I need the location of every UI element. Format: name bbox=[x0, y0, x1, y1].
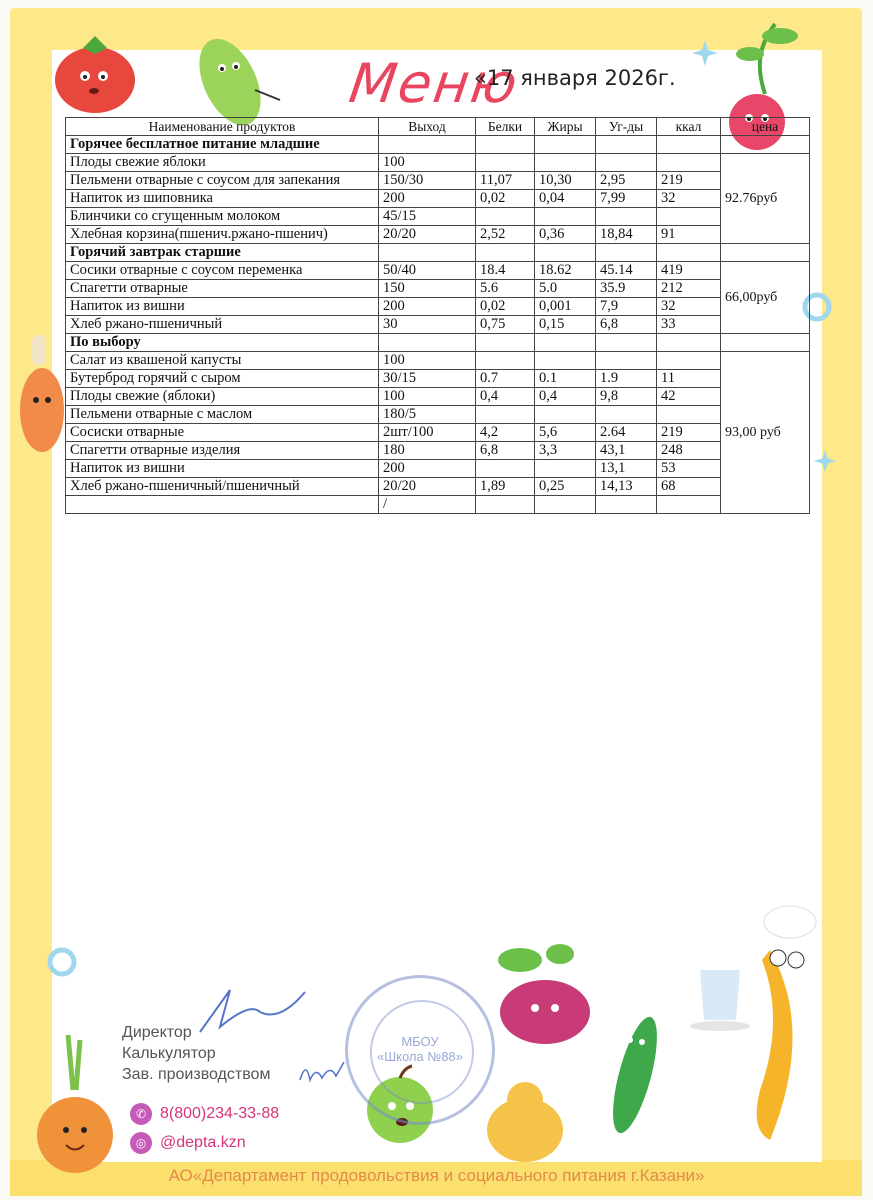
cell-name: Плоды свежие (яблоки) bbox=[66, 388, 379, 406]
menu-table-body bbox=[66, 136, 810, 514]
cell-carbs bbox=[596, 154, 657, 172]
table-row bbox=[66, 442, 810, 460]
cell-carbs: 43,1 bbox=[596, 442, 657, 460]
school-stamp bbox=[345, 975, 495, 1125]
cell-fats: 0,4 bbox=[535, 388, 596, 406]
cell-kcal: 212 bbox=[657, 280, 721, 298]
empty-cell bbox=[596, 136, 657, 154]
empty-cell bbox=[657, 136, 721, 154]
price-cell: 66,00руб bbox=[721, 262, 810, 334]
price-cell: 92.76руб bbox=[721, 154, 810, 244]
cell-kcal: 68 bbox=[657, 478, 721, 496]
cell-fats: 5.0 bbox=[535, 280, 596, 298]
table-row bbox=[66, 496, 810, 514]
cell-kcal bbox=[657, 352, 721, 370]
cell-carbs: 1.9 bbox=[596, 370, 657, 388]
cell-kcal: 219 bbox=[657, 424, 721, 442]
column-header-kcal: ккал bbox=[657, 118, 721, 136]
empty-cell bbox=[596, 334, 657, 352]
sparkle-icon bbox=[812, 448, 838, 474]
empty-cell bbox=[657, 334, 721, 352]
cell-carbs: 9,8 bbox=[596, 388, 657, 406]
cell-carbs: 13,1 bbox=[596, 460, 657, 478]
cell-proteins: 1,89 bbox=[476, 478, 535, 496]
empty-cell bbox=[476, 136, 535, 154]
cell-carbs: 2.64 bbox=[596, 424, 657, 442]
banana-chef-mascot-icon bbox=[690, 890, 840, 1160]
cell-proteins: 2,52 bbox=[476, 226, 535, 244]
column-header-output: Выход bbox=[379, 118, 476, 136]
onion-mascot-icon bbox=[28, 1030, 123, 1180]
pear-mascot-icon bbox=[480, 1070, 570, 1165]
cell-output: 200 bbox=[379, 460, 476, 478]
cell-kcal: 248 bbox=[657, 442, 721, 460]
empty-cell bbox=[379, 136, 476, 154]
stamp-line-1: МБОУ bbox=[401, 1034, 439, 1049]
cell-kcal: 219 bbox=[657, 172, 721, 190]
ring-icon bbox=[45, 945, 79, 979]
cell-fats bbox=[535, 406, 596, 424]
empty-cell bbox=[379, 244, 476, 262]
cell-proteins: 11,07 bbox=[476, 172, 535, 190]
cell-fats bbox=[535, 352, 596, 370]
cucumber-mascot-icon bbox=[180, 30, 290, 130]
cell-fats: 18.62 bbox=[535, 262, 596, 280]
cell-output: 100 bbox=[379, 388, 476, 406]
table-row bbox=[66, 460, 810, 478]
cell-kcal: 32 bbox=[657, 298, 721, 316]
cell-name: Бутерброд горячий с сыром bbox=[66, 370, 379, 388]
cell-name: Напиток из вишни bbox=[66, 298, 379, 316]
table-row bbox=[66, 262, 810, 280]
cell-fats bbox=[535, 208, 596, 226]
cell-name: Хлеб ржано-пшеничный/пшеничный bbox=[66, 478, 379, 496]
cell-proteins bbox=[476, 352, 535, 370]
cell-kcal: 42 bbox=[657, 388, 721, 406]
cell-carbs: 14,13 bbox=[596, 478, 657, 496]
cell-carbs: 45.14 bbox=[596, 262, 657, 280]
cell-output: 200 bbox=[379, 190, 476, 208]
cell-carbs bbox=[596, 352, 657, 370]
pea-pod-mascot-icon bbox=[600, 1000, 670, 1150]
cell-fats bbox=[535, 460, 596, 478]
cell-fats bbox=[535, 154, 596, 172]
cell-carbs: 6,8 bbox=[596, 316, 657, 334]
section-title: Горячее бесплатное питание младшие bbox=[66, 136, 379, 154]
cell-name: Пельмени отварные с маслом bbox=[66, 406, 379, 424]
menu-title: Меню bbox=[345, 52, 524, 115]
cell-proteins bbox=[476, 154, 535, 172]
empty-cell bbox=[721, 136, 810, 154]
instagram-contact bbox=[130, 1132, 246, 1154]
cell-kcal: 419 bbox=[657, 262, 721, 280]
sparkle-icon bbox=[690, 38, 720, 68]
cell-name: Напиток из шиповника bbox=[66, 190, 379, 208]
empty-cell bbox=[379, 334, 476, 352]
cell-proteins: 0.7 bbox=[476, 370, 535, 388]
cell-kcal bbox=[657, 208, 721, 226]
empty-cell bbox=[535, 334, 596, 352]
phone-contact bbox=[130, 1103, 279, 1125]
production-manager-label: Зав. производством bbox=[122, 1066, 271, 1083]
beet-mascot-icon bbox=[480, 940, 610, 1060]
cell-fats: 10,30 bbox=[535, 172, 596, 190]
cell-kcal bbox=[657, 406, 721, 424]
cell-name: Хлеб ржано-пшеничный bbox=[66, 316, 379, 334]
cell-proteins: 6,8 bbox=[476, 442, 535, 460]
cell-name: Сосиски отварные bbox=[66, 424, 379, 442]
table-header-row bbox=[66, 118, 810, 136]
menu-table bbox=[65, 117, 810, 514]
cell-fats: 5,6 bbox=[535, 424, 596, 442]
table-row bbox=[66, 388, 810, 406]
table-row bbox=[66, 316, 810, 334]
table-row bbox=[66, 172, 810, 190]
cell-name: Напиток из вишни bbox=[66, 460, 379, 478]
cell-proteins: 0,02 bbox=[476, 298, 535, 316]
table-row bbox=[66, 370, 810, 388]
cell-output: 150/30 bbox=[379, 172, 476, 190]
cell-fats: 0.1 bbox=[535, 370, 596, 388]
cell-fats: 0,25 bbox=[535, 478, 596, 496]
menu-date: «17 января 2026г. bbox=[474, 66, 676, 90]
cell-output: 50/40 bbox=[379, 262, 476, 280]
table-row bbox=[66, 154, 810, 172]
cell-name: Пельмени отварные с соусом для запекания bbox=[66, 172, 379, 190]
cell-fats: 0,36 bbox=[535, 226, 596, 244]
empty-cell bbox=[476, 334, 535, 352]
column-header-fats: Жиры bbox=[535, 118, 596, 136]
cell-fats: 0,04 bbox=[535, 190, 596, 208]
cell-proteins: 4,2 bbox=[476, 424, 535, 442]
cell-output: 100 bbox=[379, 352, 476, 370]
cell-proteins bbox=[476, 496, 535, 514]
cell-name: Спагетти отварные изделия bbox=[66, 442, 379, 460]
chicken-leg-mascot-icon bbox=[12, 330, 72, 470]
empty-cell bbox=[657, 244, 721, 262]
cell-proteins: 18.4 bbox=[476, 262, 535, 280]
cell-fats bbox=[535, 496, 596, 514]
table-row bbox=[66, 406, 810, 424]
table-row bbox=[66, 208, 810, 226]
cell-proteins: 0,02 bbox=[476, 190, 535, 208]
cell-proteins: 5.6 bbox=[476, 280, 535, 298]
section-header-row bbox=[66, 334, 810, 352]
cell-kcal bbox=[657, 154, 721, 172]
cell-proteins bbox=[476, 460, 535, 478]
section-header-row bbox=[66, 244, 810, 262]
cell-proteins: 0,4 bbox=[476, 388, 535, 406]
cell-output: 45/15 bbox=[379, 208, 476, 226]
section-title: Горячий завтрак старшие bbox=[66, 244, 379, 262]
cell-kcal bbox=[657, 496, 721, 514]
empty-cell bbox=[476, 244, 535, 262]
cell-carbs bbox=[596, 406, 657, 424]
cell-output: / bbox=[379, 496, 476, 514]
empty-cell bbox=[535, 244, 596, 262]
cell-name: Плоды свежие яблоки bbox=[66, 154, 379, 172]
director-signature bbox=[190, 982, 310, 1042]
cell-name: Хлебная корзина(пшенич.ржано-пшенич) bbox=[66, 226, 379, 244]
column-header-carbs: Уг-ды bbox=[596, 118, 657, 136]
table-row bbox=[66, 424, 810, 442]
director-label: Директор bbox=[122, 1024, 192, 1041]
cell-kcal: 32 bbox=[657, 190, 721, 208]
empty-cell bbox=[721, 244, 810, 262]
cell-kcal: 91 bbox=[657, 226, 721, 244]
cell-name: Сосики отварные с соусом переменка bbox=[66, 262, 379, 280]
cell-name bbox=[66, 496, 379, 514]
cell-kcal: 11 bbox=[657, 370, 721, 388]
cell-output: 30/15 bbox=[379, 370, 476, 388]
cell-fats: 0,15 bbox=[535, 316, 596, 334]
cell-name: Блинчики со сгущенным молоком bbox=[66, 208, 379, 226]
cell-output: 200 bbox=[379, 298, 476, 316]
cell-output: 20/20 bbox=[379, 478, 476, 496]
table-row bbox=[66, 352, 810, 370]
instagram-handle: @depta.kzn bbox=[160, 1134, 246, 1151]
cell-output: 30 bbox=[379, 316, 476, 334]
production-signature bbox=[298, 1058, 348, 1088]
table-row bbox=[66, 280, 810, 298]
cell-name: Спагетти отварные bbox=[66, 280, 379, 298]
cell-carbs: 2,95 bbox=[596, 172, 657, 190]
empty-cell bbox=[535, 136, 596, 154]
cell-proteins bbox=[476, 208, 535, 226]
cell-carbs bbox=[596, 496, 657, 514]
column-header-proteins: Белки bbox=[476, 118, 535, 136]
table-row bbox=[66, 298, 810, 316]
phone-number: 8(800)234-33-88 bbox=[160, 1105, 280, 1122]
empty-cell bbox=[721, 334, 810, 352]
calculator-label: Калькулятор bbox=[122, 1045, 216, 1062]
cell-fats: 3,3 bbox=[535, 442, 596, 460]
cell-output: 150 bbox=[379, 280, 476, 298]
table-row bbox=[66, 478, 810, 496]
cell-output: 20/20 bbox=[379, 226, 476, 244]
phone-icon: ✆ bbox=[130, 1103, 152, 1125]
cell-output: 2шт/100 bbox=[379, 424, 476, 442]
cell-output: 100 bbox=[379, 154, 476, 172]
cell-output: 180 bbox=[379, 442, 476, 460]
price-cell: 93,00 руб bbox=[721, 352, 810, 514]
section-header-row bbox=[66, 136, 810, 154]
cell-proteins bbox=[476, 406, 535, 424]
stamp-line-2: «Школа №88» bbox=[377, 1049, 463, 1064]
cell-carbs: 7,9 bbox=[596, 298, 657, 316]
column-header-price: цена bbox=[721, 118, 810, 136]
cell-carbs bbox=[596, 208, 657, 226]
table-row bbox=[66, 226, 810, 244]
instagram-icon: ◎ bbox=[130, 1132, 152, 1154]
footer-organization: АО«Департамент продовольствия и социального питания г.Казани» bbox=[168, 1166, 705, 1185]
cell-proteins: 0,75 bbox=[476, 316, 535, 334]
cell-output: 180/5 bbox=[379, 406, 476, 424]
empty-cell bbox=[596, 244, 657, 262]
cell-carbs: 35.9 bbox=[596, 280, 657, 298]
tomato-mascot-icon bbox=[45, 28, 145, 118]
cell-name: Салат из квашеной капусты bbox=[66, 352, 379, 370]
cell-kcal: 33 bbox=[657, 316, 721, 334]
cell-kcal: 53 bbox=[657, 460, 721, 478]
cell-carbs: 7,99 bbox=[596, 190, 657, 208]
column-header-name: Наименование продуктов bbox=[66, 118, 379, 136]
cell-fats: 0,001 bbox=[535, 298, 596, 316]
table-row bbox=[66, 190, 810, 208]
cell-carbs: 18,84 bbox=[596, 226, 657, 244]
section-title: По выбору bbox=[66, 334, 379, 352]
